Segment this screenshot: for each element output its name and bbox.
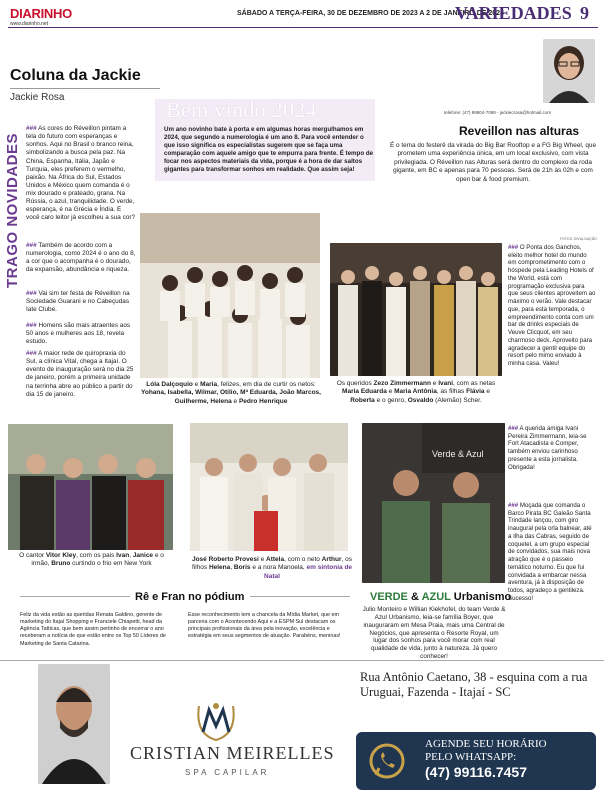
welcome-text: Um ano novinho bate à porta e em algumas horas mergulhamos em 2024, que segundo a numerologia é um ano 8. Para você entender o que isso significa os especialistas sugerem que se faça uma comparação com aquele amigo que te empurra para frente. É tempo de focar nos aspectos materiais da vida, porque é a hora de dar saltos gigantes para transformar sonhos em realidade. Que assim seja! bbox=[164, 126, 374, 174]
author-portrait-icon bbox=[543, 39, 595, 103]
ad-sub: SPA CAPILAR bbox=[185, 768, 270, 777]
fran-rule-left bbox=[20, 596, 130, 597]
cta-line-2: PELO WHATSAPP: bbox=[425, 751, 517, 764]
title-divider bbox=[10, 88, 160, 89]
group-photo-icon bbox=[330, 243, 502, 376]
left-note-3 bbox=[26, 290, 136, 314]
page-number: 9 bbox=[580, 3, 589, 23]
ad-address: Rua Antônio Caetano, 38 - esquina com a rua Uruguai, Fazenda - Itajaí - SC bbox=[360, 670, 588, 700]
fran-rule-right bbox=[250, 596, 350, 597]
group-photo-icon bbox=[8, 424, 173, 550]
note-mark: ### bbox=[26, 350, 37, 357]
fran-title: Rê e Fran no pódium bbox=[135, 591, 245, 603]
photo-lola-family bbox=[140, 213, 320, 378]
photo-vitor-kley bbox=[8, 424, 173, 550]
welcome-title: Bem vindo 2024 bbox=[166, 97, 317, 122]
vertical-tag bbox=[4, 108, 24, 288]
left-note-4 bbox=[26, 322, 136, 346]
group-photo-icon bbox=[190, 423, 348, 551]
right-note-2 bbox=[508, 425, 596, 471]
note-mark: ### bbox=[26, 322, 37, 329]
right-note-3 bbox=[508, 502, 596, 603]
photo-credit: FOTOS: DIVULGAÇÃO bbox=[560, 237, 597, 241]
caption-jose: José Roberto Provesi e Attela, com o neto Arthur, os filhos Helena, Boris e a nora Manoela, em sintonia de Natal bbox=[191, 556, 353, 580]
photo-verde-azul bbox=[362, 423, 505, 583]
note-text: A maior rede de quiropraxia do Sul, a clínica Vital, chega a Itajaí. O evento de inauguração será no dia 25 de janeiro, porém a primeira unidade na terrinha abre ao público a partir do dia 15 de janeiro. bbox=[26, 350, 134, 398]
left-note-2 bbox=[26, 242, 136, 275]
note-mark: ### bbox=[508, 502, 519, 509]
note-text: O Ponta dos Ganchos, eleito melhor hotel do mundo em comprometimento com o hóspede pela Leading Hotels of the World, está com programação exclusiva para que seus clientes aproveitem ao máximo o verão. Vale destacar que, para esta temporada, o empreendimento conta com um bar de drinks especiais de Veuve Clicquot, em seu charmoso deck. Aproveito para agradecer a gentil equipe do resort pelo mimo enviado à minha casa. Valeu! bbox=[508, 244, 596, 368]
ad-divider bbox=[0, 660, 604, 661]
right-note-1 bbox=[508, 244, 596, 368]
note-mark: ### bbox=[26, 125, 37, 132]
note-mark: ### bbox=[508, 425, 519, 432]
edition-date: SÁBADO A TERÇA-FEIRA, 30 DE DEZEMBRO DE 2023 A 2 DE JANEIRO DE 2024 bbox=[237, 10, 504, 17]
note-text: Também de acordo com a numerologia, como 2024 é o ano do 8, a cor que o acompanha é o dourado, da expansão, abundância e riqueza. bbox=[26, 242, 136, 274]
reveillon-title: Reveillon nas alturas bbox=[459, 124, 580, 138]
column-title: Coluna da Jackie bbox=[10, 67, 141, 84]
fran-text-1: Feliz da vida estão as queridas Renata Galdino, gerente de marketing do Itajaí Shopping e Franciele Chiapetti, head da Agência Tatticas, que bem assim pertinho de encerrar o ano receberam a notícia de que estão entre os Top 50 Líderes de Marketing de Santa Catarina. bbox=[20, 612, 166, 647]
caption-vitor: O cantor Vitor Kley, com os pais Ivan, Janice e o irmão, Bruno curtindo o frio em New York bbox=[19, 552, 164, 568]
photo-zezo-family bbox=[330, 243, 502, 376]
note-text: A querida amiga Ivani Pereira Zimmermann, leia-se Fort Atacadista e Comper, também enviou carinhoso presente a esta jornalista. Obrigada! bbox=[508, 425, 587, 471]
left-note-5 bbox=[26, 350, 136, 399]
note-text: Vai sim ter festa de Réveillon na Sociedade Guarani e no Cabeçudas Iate Clube. bbox=[26, 290, 130, 314]
ad-portrait-icon bbox=[38, 664, 110, 784]
cta-line-1: AGENDE SEU HORÁRIO bbox=[425, 738, 547, 750]
vertical-tag-text: TRAGO NOVIDADES bbox=[4, 132, 21, 288]
site-url: www.diarinho.net bbox=[10, 21, 49, 27]
whatsapp-icon[interactable] bbox=[368, 742, 406, 780]
note-mark: ### bbox=[26, 242, 37, 249]
group-photo-icon bbox=[140, 213, 320, 378]
verde-azul-text: Julio Monteiro e Willian Kiekhofel, do team Verde & Azul Urbanismo, leia-se família Boyer, que inauguraram em Mesa Praia, mais uma Central de Negócios, que apresenta o Resorte Royal, um lugar dos sonhos para você morar com real qualidade de vida, junto à natureza. Já quero conhecer! bbox=[362, 606, 506, 661]
verde-azul-sign: Verde & Azul bbox=[432, 449, 484, 459]
note-text: As cores do Réveillon pintam a tela do futuro com esperanças e sonhos. Aqui no Brasil o branco reina, simbolizando a busca pela paz. Na China, Espanha, Itália, Japão e Turquia, eles preferem o vermelho, paixão. Na África do Sul, Estados Unidos e México quem comanda é o mix dourado e prateado, grana. Na Rússia, o azul, tranquilidade. O verde, esperança, é na Grécia e Índia. E você caro leitor já escolheu a sua cor? bbox=[26, 125, 136, 222]
photo-jose-provesi bbox=[190, 423, 348, 551]
ad-brand: CRISTIAN MEIRELLES bbox=[130, 743, 335, 763]
caption-zezo: Os queridos Zezo Zimmermann e Ivani, com as netas Maria Eduarda e Maria Antônia, as filhas Flávia e Roberta e o genro, Osvaldo (Alemão) Scher. bbox=[336, 380, 496, 404]
note-text: Homens são mais atraentes aos 50 anos e mulheres aos 18, revela estudo. bbox=[26, 322, 131, 346]
group-photo-icon bbox=[362, 423, 505, 583]
ad-phone[interactable]: (47) 99116.7457 bbox=[425, 764, 527, 780]
note-text: Moçada que comanda o Barco Pirata BC Galeão Santa Trindade lançou, com giro inaugural pela orla balnear, até a Ilha das Cabras, seguido de coquetel, a um grupo especial de convidados, sua mais nova atração que é o passeio temático noturno. Eu que fui convidada a embarcar nessa aventura, já à disposição de todos, agradeço a gentileza. Sucesso! bbox=[508, 502, 592, 602]
ad-cta-text bbox=[425, 738, 547, 764]
header-divider bbox=[8, 27, 598, 28]
left-note-1 bbox=[26, 125, 136, 223]
fran-text-2: Esse reconhecimento tem a chancela da Mídia Market, que em parceria com o Acontecendo Aqui e a ESPM Sul destacam os principais profissionais da área pela inovação, excelência e estratégia em seus segmentos de atuação. Parabéns, meninas! bbox=[188, 612, 341, 640]
caption-lola: Lóla Dalçoquio e Maria, felizes, em dia de curtir os netos: Yohana, Isabella, Wilmar, Otilio, Mª Eduarda, João Marcos, Guilherme, Helena e Pedro Henrique bbox=[141, 381, 321, 405]
verde-azul-title: VERDE & AZUL Urbanismo bbox=[370, 591, 512, 603]
note-mark: ### bbox=[26, 290, 37, 297]
ad-photo bbox=[38, 664, 110, 784]
section-title: VARIEDADES bbox=[455, 3, 572, 23]
column-author: Jackie Rosa bbox=[10, 92, 65, 103]
author-photo bbox=[543, 39, 595, 103]
note-mark: ### bbox=[508, 244, 519, 251]
newspaper-logo: DIARINHO bbox=[10, 6, 72, 21]
cm-logo-icon bbox=[193, 698, 239, 744]
contact-info: telefone: (47) 99904-7098 - jackiecrosa@hotmail.com bbox=[444, 110, 552, 115]
reveillon-text: É o tema do festerê da virada do Big Bar Rooftop e a FG Big Wheel, que prometem uma experiência única, em um local exclusivo, com vista privilegiada. O Réveillon nas Alturas será dentro do complexo da roda gigante, em BC e apenas para 70 pessoas. Será de 21h às 02h e com open bar & food premium. bbox=[389, 142, 597, 183]
